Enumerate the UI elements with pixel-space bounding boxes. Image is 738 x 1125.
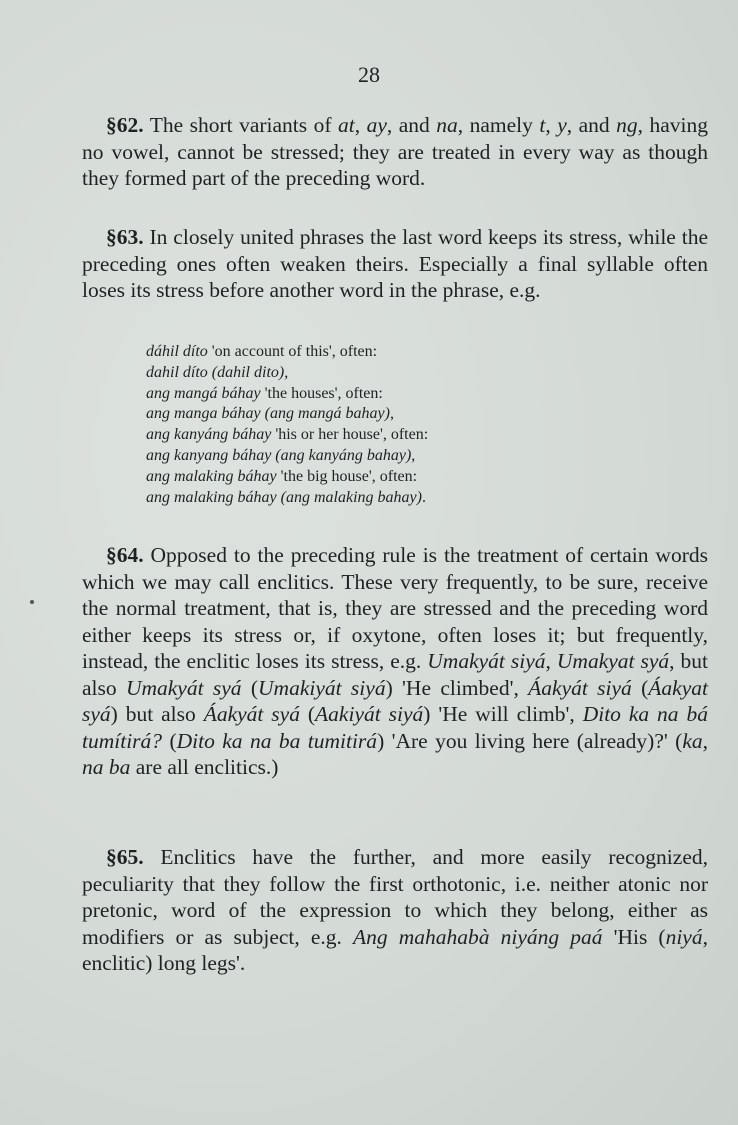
text-run: , [411, 446, 416, 464]
text-run: are all enclitics.) [130, 755, 279, 779]
text-run: , [545, 649, 557, 673]
paragraph-63 [82, 224, 708, 304]
section-label: §64. [106, 543, 144, 567]
example-line [146, 425, 616, 446]
text-run: , and [386, 113, 437, 137]
example-line [146, 446, 616, 467]
page-number: 28 [358, 62, 380, 87]
paragraph-64 [82, 542, 708, 781]
text-run: , namely [457, 113, 540, 137]
italic-term: Umakiyát siyá [258, 675, 386, 700]
paragraph-62 [82, 112, 708, 192]
italic-term: Dito ka na ba tumitirá [176, 728, 378, 753]
italic-term: ay [366, 113, 387, 137]
text-run: , having no vowel, cannot be stressed; they are treated in every way as though they formed part of the preceding word. [82, 113, 709, 190]
italic-term: dáhil díto [146, 343, 208, 360]
italic-term: ang malaking báhay [146, 467, 277, 485]
text-run: 'the big house', often: [276, 467, 418, 485]
example-line [146, 488, 616, 509]
italic-term: Áakyát siyá [528, 675, 632, 700]
text-run: ( [631, 675, 649, 700]
italic-term: ang mangá báhay [146, 384, 261, 402]
italic-term: ang kanyang báhay (ang kanyáng bahay) [146, 446, 412, 464]
text-run: , enclitic) long legs'. [82, 924, 708, 975]
text-run: 'on account of this', often: [207, 343, 378, 360]
example-line [146, 467, 616, 488]
example-line [146, 384, 616, 405]
example-list [146, 342, 616, 508]
text-run: , and [566, 113, 617, 137]
italic-term: na [436, 113, 458, 137]
italic-term: na ba [82, 755, 131, 779]
text-run: The short variants of [143, 113, 338, 137]
italic-term: ng [616, 113, 638, 137]
text-run: ) 'He climbed', [385, 675, 529, 700]
italic-term: Aakiyát siyá [315, 702, 424, 726]
text-run: ) 'He will climb', [423, 702, 583, 726]
text-run: ( [241, 675, 259, 700]
section-label: §65. [106, 845, 144, 869]
italic-term: Ang mahahabà niyáng paá [353, 924, 603, 949]
italic-term: Áakyát syá [203, 702, 300, 726]
section-label: §62. [106, 113, 144, 137]
text-run: , [545, 113, 558, 137]
italic-term: dahil díto (dahil dito) [146, 363, 285, 381]
italic-term: ang kanyáng báhay [146, 426, 272, 444]
text-run: 'the houses', often: [260, 384, 383, 402]
text-run: Enclitics have the further, and more easily recognized, peculiarity that they follow the first orthotonic, i.e. neither atonic nor pretonic, word of the expression to which they belong, either as modifiers or as subject, e.g. [82, 845, 708, 949]
example-line [146, 363, 616, 384]
text-run: , but also [82, 649, 708, 700]
text-run: , [702, 728, 708, 753]
text-run: , [389, 405, 394, 423]
italic-term: t [539, 113, 546, 137]
example-line [146, 342, 616, 363]
text-run: ( [162, 728, 177, 753]
paragraph-65 [82, 844, 708, 977]
italic-term: Umakyát siyá [427, 649, 546, 673]
italic-term: ang manga báhay (ang mangá bahay) [146, 405, 390, 423]
italic-term: Umakyat syá [556, 649, 670, 673]
text-run: ) but also [110, 702, 204, 726]
italic-term: ka [682, 728, 703, 753]
section-label: §63. [106, 225, 144, 249]
text-run: ) 'Are you living here (already)?' ( [377, 728, 683, 753]
italic-term: ang malaking báhay (ang malaking bahay) [146, 488, 422, 506]
italic-term: Áakyat syá [82, 675, 708, 726]
text-run: , [354, 113, 367, 137]
italic-term: y [557, 113, 567, 137]
italic-term: Dito ka na bá tumítirá? [82, 702, 708, 753]
italic-term: at [338, 113, 355, 137]
text-run: . [421, 488, 426, 506]
margin-mark [30, 600, 34, 604]
italic-term: Umakyát syá [125, 675, 242, 700]
text-run: ( [299, 702, 316, 726]
text-run: In closely united phrases the last word keeps its stress, while the preceding ones often weaken theirs. Especially a final syllable often loses its stress before another word in the phrase, e.g. [82, 225, 708, 302]
italic-term: niyá [665, 924, 703, 949]
example-line [146, 404, 616, 425]
text-run: 'his or her house', often: [271, 426, 429, 444]
text-run: Opposed to the preceding rule is the treatment of certain words which we may call enclitics. These very frequently, to be sure, receive the normal treatment, that is, they are stressed and the preceding word either keeps its stress or, if oxytone, often loses it; but frequently, instead, the enclitic loses its stress, e.g. [82, 543, 708, 673]
text-run: 'His ( [602, 924, 666, 949]
text-run: , [284, 363, 289, 381]
